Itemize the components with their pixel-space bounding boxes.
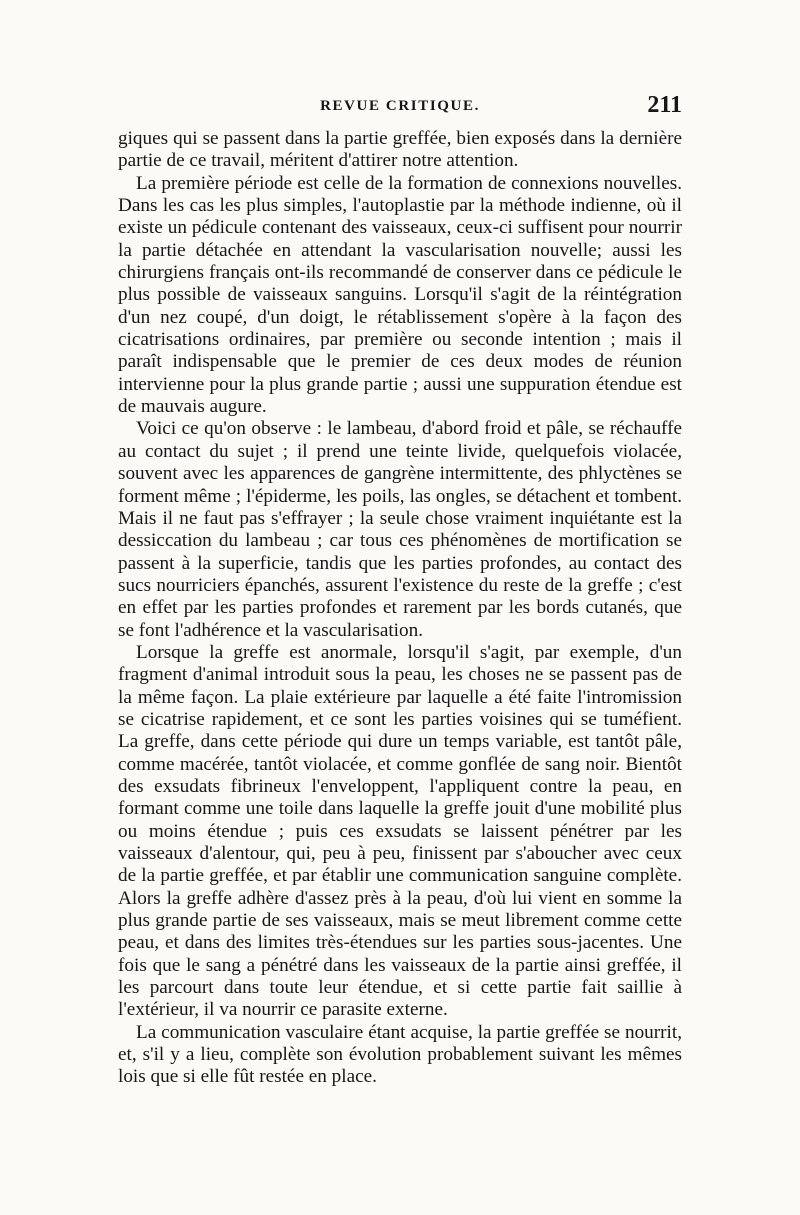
running-header bbox=[118, 92, 682, 122]
page-number: 211 bbox=[647, 92, 682, 118]
paragraph-observation: Voici ce qu'on observe : le lambeau, d'abord froid et pâle, se réchauffe au contact du sujet ; il prend une teinte livide, quelquefois violacée, souvent avec les apparences de gangrène intermittente, des phlyctènes se forment même ; l'épiderme, les poils, las ongles, se détachent et tombent. Mais il ne faut pas s'effrayer ; la seule chose vraiment inquiétante est la dessiccation du lambeau ; car tous ces phénomènes de mortification se passent à la superficie, tandis que les parties profondes, au contact des sucs nourriciers épanchés, assurent l'existence du reste de la greffe ; c'est en effet par les parties profondes et rarement par les bords cutanés, que se font l'adhérence et la vascularisation. bbox=[118, 418, 682, 641]
paragraph-vascular-communication: La communication vasculaire étant acquise, la partie greffée se nourrit, et, s'il y a lieu, complète son évolution probablement suivant les mêmes lois que si elle fût restée en place. bbox=[118, 1021, 682, 1088]
paragraph-first-period: La première période est celle de la formation de connexions nouvelles. Dans les cas les plus simples, l'autoplastie par la méthode indienne, où il existe un pédicule contenant des vaisseaux, ceux-ci suffisent pour nourrir la partie détachée en attendant la vascularisation nouvelle; aussi les chirurgiens français ont-ils recommandé de conserver dans ce pédicule le plus possible de vaisseaux sanguins. Lorsqu'il s'agit de la réintégration d'un nez coupé, d'un doigt, le rétablissement s'opère à la façon des cicatrisations ordinaires, par première ou seconde intention ; mais il paraît indispensable que le premier de ces deux modes de réunion intervienne pour la plus grande partie ; aussi une suppuration étendue est de mauvais augure. bbox=[118, 172, 682, 418]
body-text bbox=[118, 128, 682, 1089]
running-title: REVUE CRITIQUE. bbox=[320, 98, 480, 114]
paragraph-continued: giques qui se passent dans la partie greffée, bien exposés dans la dernière partie de ce travail, méritent d'attirer notre attention. bbox=[118, 128, 682, 172]
paragraph-abnormal-graft: Lorsque la greffe est anormale, lorsqu'il s'agit, par exemple, d'un fragment d'animal introduit sous la peau, les choses ne se passent pas de la même façon. La plaie extérieure par laquelle a été faite l'intromission se cicatrise rapidement, et ce sont les parties voisines qui se tuméfient. La greffe, dans cette période qui dure un temps variable, est tantôt pâle, comme macérée, tantôt violacée, et comme gonflée de sang noir. Bientôt des exsudats fibrineux l'enveloppent, l'appliquent contre la peau, en formant comme une toile dans laquelle la greffe jouit d'une mobilité plus ou moins étendue ; puis ces exsudats se laissent pénétrer par les vaisseaux d'alentour, qui, peu à peu, finissent par s'aboucher avec ceux de la partie greffée, et par établir une communication sanguine complète. Alors la greffe adhère d'assez près à la peau, d'où lui vient en somme la plus grande partie de ses vaisseaux, mais se meut librement comme cette peau, et dans des limites très-étendues sur les parties sous-jacentes. Une fois que le sang a pénétré dans les vaisseaux de la partie ainsi greffée, il les parcourt dans toute leur étendue, et si cette partie fait saillie à l'extérieur, il va nourrir ce parasite externe. bbox=[118, 641, 682, 1021]
